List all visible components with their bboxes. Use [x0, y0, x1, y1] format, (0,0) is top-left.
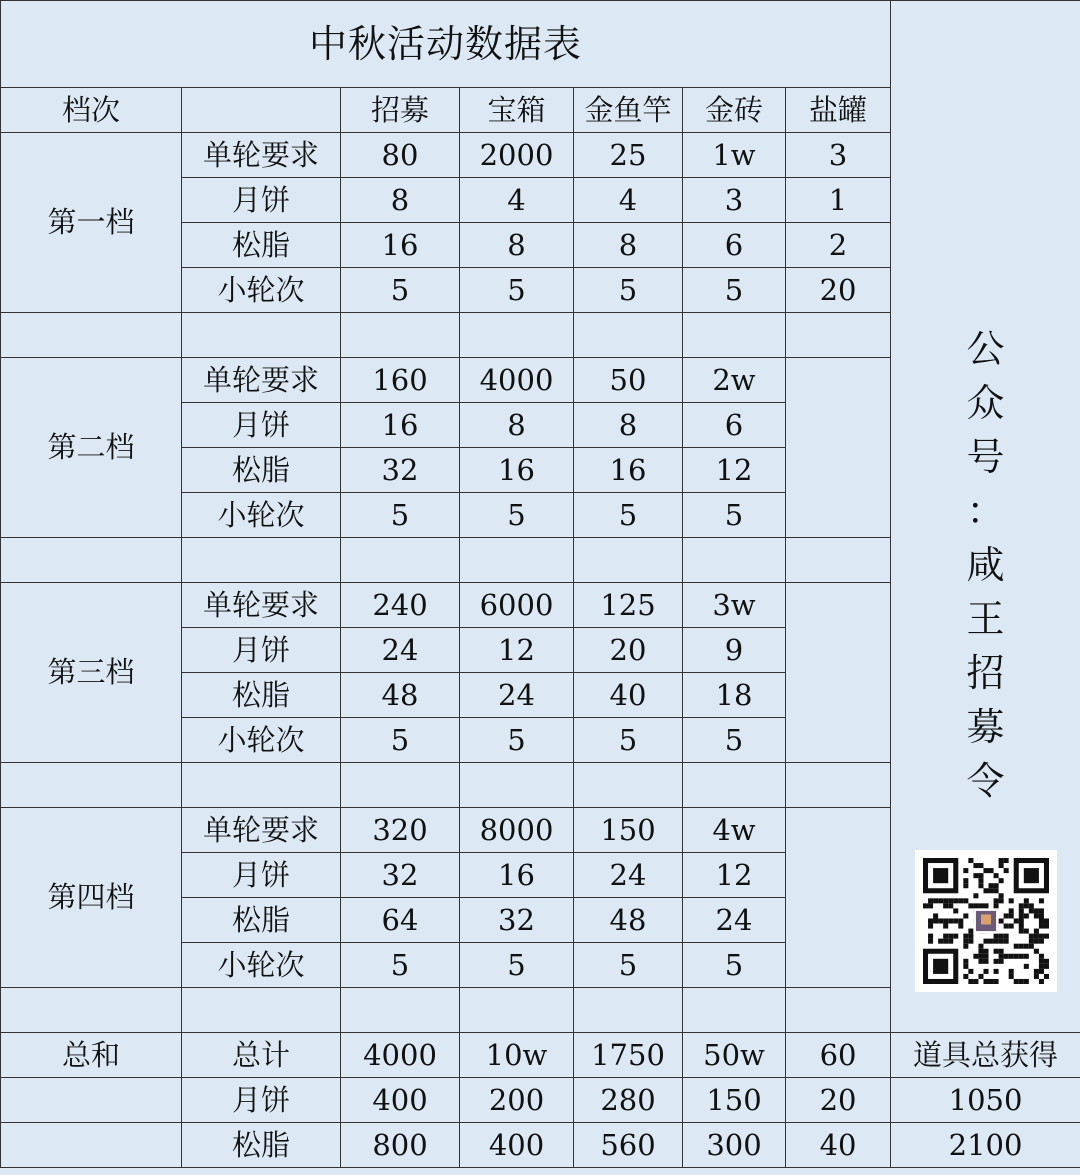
value-cell: 5 — [574, 268, 683, 313]
value-cell: 240 — [341, 583, 460, 628]
empty-cell — [460, 988, 574, 1033]
value-cell: 8 — [460, 223, 574, 268]
value-cell: 6 — [683, 223, 786, 268]
column-header: 盐罐 — [786, 88, 891, 133]
empty-cell — [460, 313, 574, 358]
empty-cell — [683, 313, 786, 358]
row-label: 小轮次 — [182, 943, 341, 988]
row-label: 月饼 — [182, 178, 341, 223]
value-cell: 4000 — [460, 358, 574, 403]
value-cell: 20 — [786, 1078, 891, 1123]
row-label: 单轮要求 — [182, 133, 341, 178]
value-cell: 32 — [341, 448, 460, 493]
row-label: 单轮要求 — [182, 358, 341, 403]
side-promo-char: 令 — [966, 758, 1005, 803]
empty-cell — [341, 988, 460, 1033]
table-row — [1, 1123, 1080, 1168]
row-label: 月饼 — [182, 628, 341, 673]
side-promo-char: 公 — [966, 326, 1005, 371]
row-label: 单轮要求 — [182, 808, 341, 853]
empty-cell — [683, 763, 786, 808]
qr-code-icon — [915, 850, 1057, 992]
value-cell: 4 — [460, 178, 574, 223]
value-cell: 16 — [460, 853, 574, 898]
column-header: 宝箱 — [460, 88, 574, 133]
empty-cell — [683, 538, 786, 583]
empty-cell — [786, 988, 891, 1033]
row-label: 松脂 — [182, 898, 341, 943]
row-label: 小轮次 — [182, 718, 341, 763]
tier-label: 第四档 — [1, 808, 182, 988]
side-promo-char: 募 — [966, 704, 1005, 749]
value-cell: 5 — [460, 943, 574, 988]
empty-cell — [341, 313, 460, 358]
column-header: 金鱼竿 — [574, 88, 683, 133]
value-cell: 125 — [574, 583, 683, 628]
value-cell: 5 — [460, 268, 574, 313]
value-cell: 150 — [683, 1078, 786, 1123]
row-label: 月饼 — [182, 1078, 341, 1123]
value-cell: 320 — [341, 808, 460, 853]
empty-cell — [786, 358, 891, 538]
side-promo-char: 众 — [966, 380, 1005, 425]
value-cell: 280 — [574, 1078, 683, 1123]
value-cell: 16 — [341, 403, 460, 448]
value-cell: 4 — [574, 178, 683, 223]
value-cell: 6 — [683, 403, 786, 448]
empty-cell — [1, 988, 182, 1033]
empty-cell — [460, 538, 574, 583]
value-cell: 40 — [574, 673, 683, 718]
value-cell: 5 — [341, 718, 460, 763]
table-row — [1, 1078, 1080, 1123]
table-row — [1, 1, 1080, 88]
value-cell: 5 — [341, 493, 460, 538]
value-cell: 64 — [341, 898, 460, 943]
tier-label: 第一档 — [1, 133, 182, 313]
empty-cell — [182, 313, 341, 358]
row-label: 小轮次 — [182, 493, 341, 538]
value-cell: 5 — [574, 943, 683, 988]
empty-cell — [574, 763, 683, 808]
value-cell: 20 — [786, 268, 891, 313]
value-cell: 6000 — [460, 583, 574, 628]
side-promo-char: ： — [966, 488, 1005, 533]
value-cell: 8 — [341, 178, 460, 223]
empty-cell — [786, 583, 891, 763]
value-cell: 16 — [460, 448, 574, 493]
empty-cell — [341, 763, 460, 808]
value-cell: 200 — [460, 1078, 574, 1123]
value-cell: 160 — [341, 358, 460, 403]
totals-label: 总和 — [1, 1033, 182, 1078]
value-cell: 5 — [683, 718, 786, 763]
empty-cell — [574, 988, 683, 1033]
row-label: 小轮次 — [182, 268, 341, 313]
header-tier: 档次 — [1, 88, 182, 133]
tier-label: 第二档 — [1, 358, 182, 538]
empty-cell — [786, 763, 891, 808]
value-cell: 5 — [460, 493, 574, 538]
empty-cell — [1, 1123, 182, 1168]
value-cell: 16 — [341, 223, 460, 268]
side-promo-char: 号 — [966, 434, 1005, 479]
row-label: 月饼 — [182, 853, 341, 898]
column-header: 金砖 — [683, 88, 786, 133]
value-cell: 48 — [341, 673, 460, 718]
value-cell: 5 — [341, 943, 460, 988]
value-cell: 5 — [683, 268, 786, 313]
value-cell: 5 — [460, 718, 574, 763]
value-cell: 3 — [683, 178, 786, 223]
value-cell: 5 — [683, 493, 786, 538]
value-cell: 12 — [460, 628, 574, 673]
value-cell: 80 — [341, 133, 460, 178]
tier-label: 第三档 — [1, 583, 182, 763]
value-cell: 24 — [341, 628, 460, 673]
side-promo-text — [891, 42, 1080, 816]
empty-cell — [1, 763, 182, 808]
value-cell: 1 — [786, 178, 891, 223]
empty-cell — [460, 763, 574, 808]
table-row — [1, 1033, 1080, 1078]
value-cell: 8 — [574, 223, 683, 268]
row-label: 单轮要求 — [182, 583, 341, 628]
value-cell: 3 — [786, 133, 891, 178]
row-label: 松脂 — [182, 223, 341, 268]
summary-cell: 2100 — [891, 1123, 1080, 1168]
value-cell: 8 — [574, 403, 683, 448]
column-header: 招募 — [341, 88, 460, 133]
value-cell: 4000 — [341, 1033, 460, 1078]
empty-cell — [182, 988, 341, 1033]
value-cell: 1750 — [574, 1033, 683, 1078]
empty-cell — [1, 1078, 182, 1123]
value-cell: 5 — [574, 718, 683, 763]
value-cell: 5 — [683, 943, 786, 988]
row-label: 松脂 — [182, 448, 341, 493]
value-cell: 1w — [683, 133, 786, 178]
empty-cell — [574, 313, 683, 358]
empty-cell — [786, 313, 891, 358]
empty-cell — [683, 988, 786, 1033]
empty-cell — [1, 313, 182, 358]
row-label: 松脂 — [182, 1123, 341, 1168]
empty-cell — [182, 538, 341, 583]
row-label: 总计 — [182, 1033, 341, 1078]
value-cell: 3w — [683, 583, 786, 628]
value-cell: 10w — [460, 1033, 574, 1078]
value-cell: 18 — [683, 673, 786, 718]
row-label: 松脂 — [182, 673, 341, 718]
value-cell: 25 — [574, 133, 683, 178]
empty-cell — [341, 538, 460, 583]
value-cell: 40 — [786, 1123, 891, 1168]
summary-cell: 1050 — [891, 1078, 1080, 1123]
row-label: 月饼 — [182, 403, 341, 448]
value-cell: 4w — [683, 808, 786, 853]
value-cell: 800 — [341, 1123, 460, 1168]
value-cell: 2000 — [460, 133, 574, 178]
empty-cell — [786, 808, 891, 988]
value-cell: 5 — [574, 493, 683, 538]
value-cell: 5 — [341, 268, 460, 313]
value-cell: 150 — [574, 808, 683, 853]
value-cell: 50 — [574, 358, 683, 403]
value-cell: 60 — [786, 1033, 891, 1078]
value-cell: 12 — [683, 448, 786, 493]
value-cell: 48 — [574, 898, 683, 943]
value-cell: 560 — [574, 1123, 683, 1168]
summary-cell: 道具总获得 — [891, 1033, 1080, 1078]
side-promo-char: 招 — [966, 650, 1005, 695]
empty-cell — [574, 538, 683, 583]
value-cell: 8000 — [460, 808, 574, 853]
value-cell: 2w — [683, 358, 786, 403]
value-cell: 300 — [683, 1123, 786, 1168]
empty-cell — [182, 763, 341, 808]
value-cell: 2 — [786, 223, 891, 268]
header-blank — [182, 88, 341, 133]
value-cell: 32 — [460, 898, 574, 943]
value-cell: 24 — [460, 673, 574, 718]
value-cell: 20 — [574, 628, 683, 673]
value-cell: 16 — [574, 448, 683, 493]
value-cell: 400 — [460, 1123, 574, 1168]
side-promo-char: 咸 — [966, 542, 1005, 587]
value-cell: 12 — [683, 853, 786, 898]
value-cell: 32 — [341, 853, 460, 898]
value-cell: 9 — [683, 628, 786, 673]
page-title: 中秋活动数据表 — [1, 1, 891, 88]
value-cell: 50w — [683, 1033, 786, 1078]
side-promo-cell — [891, 1, 1080, 1033]
value-cell: 400 — [341, 1078, 460, 1123]
side-promo-char: 王 — [966, 596, 1005, 641]
value-cell: 8 — [460, 403, 574, 448]
value-cell: 24 — [683, 898, 786, 943]
value-cell: 24 — [574, 853, 683, 898]
empty-cell — [1, 538, 182, 583]
empty-cell — [786, 538, 891, 583]
